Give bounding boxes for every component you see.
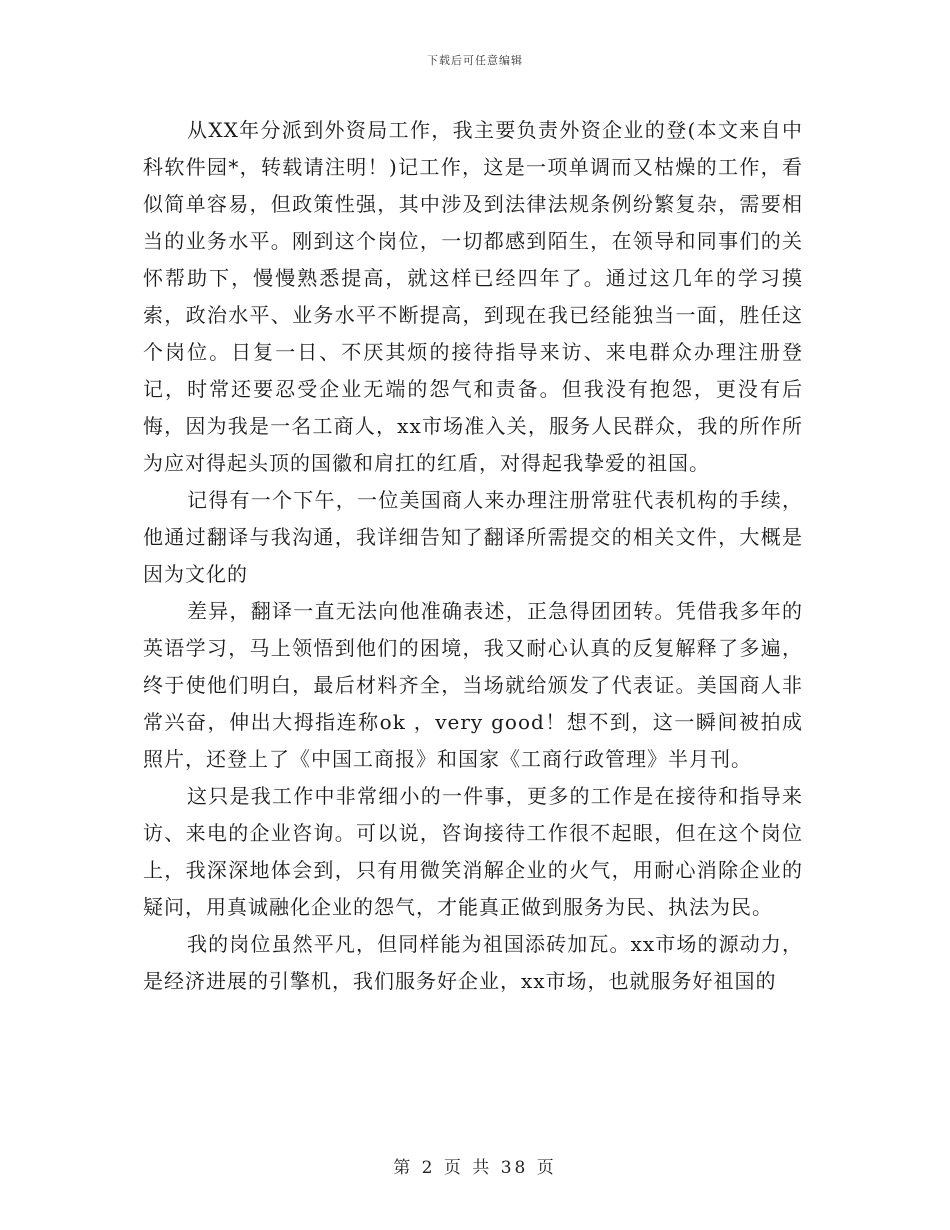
- document-body: [143, 112, 803, 1000]
- paragraph-1: 从XX年分派到外资局工作，我主要负责外资企业的登(本文来自中科软件园*，转载请注明！)记工作，这是一项单调而又枯燥的工作，看似简单容易，但政策性强，其中涉及到法律法规条例纷繁复杂，需要相当的业务水平。刚到这个岗位，一切都感到陌生，在领导和同事们的关怀帮助下，慢慢熟悉提高，就这样已经四年了。通过这几年的学习摸索，政治水平、业务水平不断提高，到现在我已经能独当一面，胜任这个岗位。日复一日、不厌其烦的接待指导来访、来电群众办理注册登记，时常还要忍受企业无端的怨气和责备。但我没有抱怨，更没有后悔，因为我是一名工商人，xx市场准入关，服务人民群众，我的所作所为应对得起头顶的国徽和肩扛的红盾，对得起我挚爱的祖国。: [143, 118, 803, 475]
- paragraph-2: 记得有一个下午，一位美国商人来办理注册常驻代表机构的手续，他通过翻译与我沟通，我详细告知了翻译所需提交的相关文件，大概是因为文化的: [143, 488, 803, 586]
- paragraph-4: 这只是我工作中非常细小的一件事，更多的工作是在接待和指导来访、来电的企业咨询。可以说，咨询接待工作很不起眼，但在这个岗位上，我深深地体会到，只有用微笑消解企业的火气，用耐心消除企业的疑问，用真诚融化企业的怨气，才能真正做到服务为民、执法为民。: [143, 784, 803, 919]
- header-note: 下载后可任意编辑: [427, 54, 523, 67]
- paragraph-5: 我的岗位虽然平凡，但同样能为祖国添砖加瓦。xx市场的源动力，是经济进展的引擎机，我们服务好企业，xx市场，也就服务好祖国的: [143, 932, 803, 993]
- paragraph-3: 差异，翻译一直无法向他准确表述，正急得团团转。凭借我多年的英语学习，马上领悟到他们的困境，我又耐心认真的反复解释了多遍，终于使他们明白，最后材料齐全，当场就给颁发了代表证。美国商人非常兴奋，伸出大拇指连称ok ，very good！想不到，这一瞬间被拍成照片，还登上了《中国工商报》和国家《工商行政管理》半月刊。: [143, 599, 803, 771]
- page-number: 第 2 页 共 38 页: [393, 1158, 557, 1178]
